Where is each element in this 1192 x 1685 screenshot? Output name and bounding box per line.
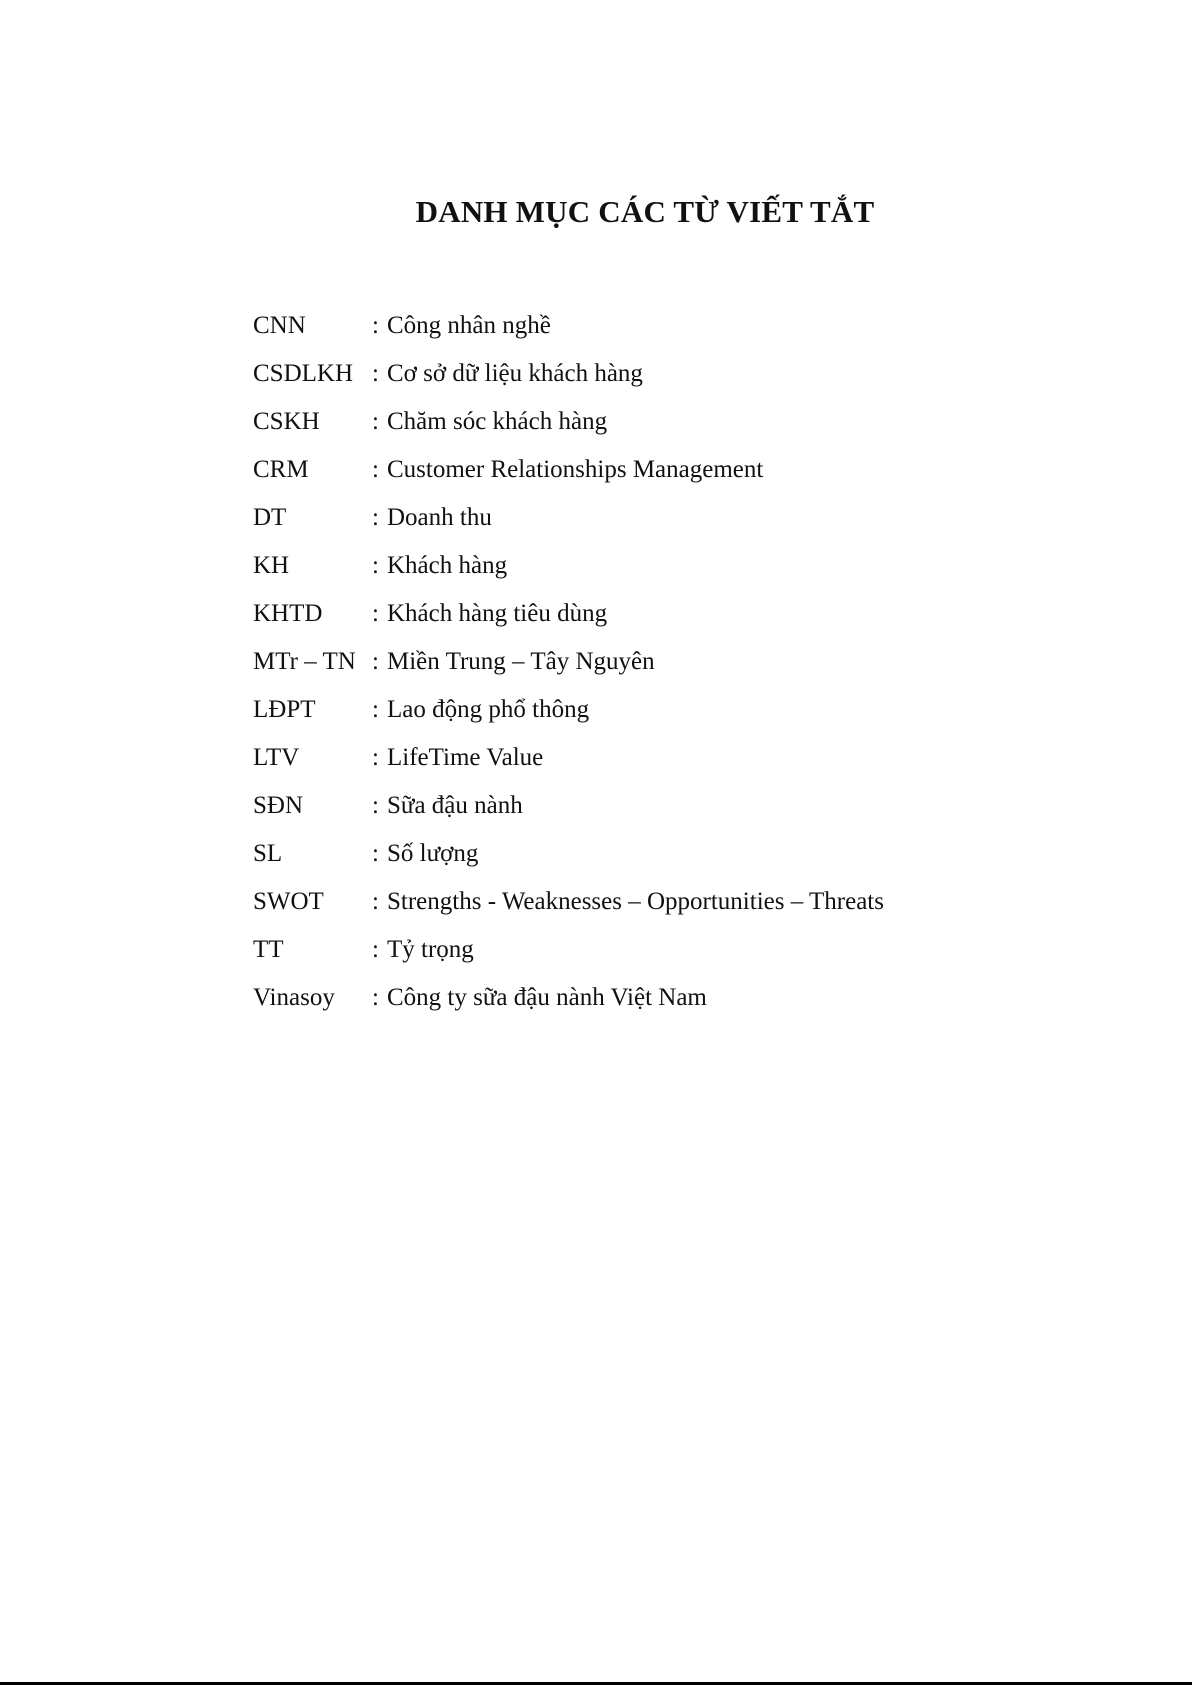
abbreviation-term: KH: [253, 552, 290, 579]
abbreviation-row: [253, 302, 884, 350]
abbreviation-term: SL: [253, 840, 283, 867]
abbreviation-meaning: Chăm sóc khách hàng: [387, 408, 608, 435]
abbreviation-meaning: Miền Trung – Tây Nguyên: [387, 648, 655, 675]
abbreviation-meaning: Công nhân nghề: [387, 312, 551, 339]
abbreviation-separator: :: [372, 552, 379, 579]
abbreviation-term: LĐPT: [253, 696, 316, 723]
abbreviation-meaning: Strengths - Weaknesses – Opportunities – Threats: [387, 888, 884, 915]
abbreviation-term: LTV: [253, 744, 300, 771]
page-title: DANH MỤC CÁC TỪ VIẾT TẮT: [415, 194, 875, 229]
abbreviation-row: [253, 350, 884, 398]
abbreviation-separator: :: [372, 744, 379, 771]
abbreviation-meaning: Sữa đậu nành: [387, 792, 523, 819]
abbreviation-row: [253, 686, 884, 734]
abbreviation-meaning: Khách hàng: [387, 552, 508, 579]
abbreviation-term: SWOT: [253, 888, 324, 915]
abbreviation-meaning: Số lượng: [387, 840, 479, 867]
abbreviation-row: [253, 974, 884, 1022]
abbreviation-meaning: Công ty sữa đậu nành Việt Nam: [387, 984, 707, 1011]
abbreviation-row: [253, 782, 884, 830]
abbreviation-meaning: Cơ sở dữ liệu khách hàng: [387, 360, 643, 387]
abbreviation-row: [253, 638, 884, 686]
abbreviation-separator: :: [372, 600, 379, 627]
abbreviation-separator: :: [372, 312, 379, 339]
abbreviation-meaning: Tỷ trọng: [387, 936, 474, 963]
abbreviation-term: SĐN: [253, 792, 304, 819]
abbreviation-row: [253, 446, 884, 494]
abbreviation-term: CSKH: [253, 408, 320, 435]
abbreviation-term: KHTD: [253, 600, 323, 627]
abbreviation-term: CRM: [253, 456, 309, 483]
abbreviation-separator: :: [372, 456, 379, 483]
abbreviation-row: [253, 542, 884, 590]
abbreviation-separator: :: [372, 936, 379, 963]
abbreviation-list: [253, 302, 884, 1022]
abbreviation-separator: :: [372, 792, 379, 819]
abbreviation-term: Vinasoy: [253, 984, 335, 1011]
abbreviation-row: [253, 926, 884, 974]
abbreviation-separator: :: [372, 888, 379, 915]
abbreviation-separator: :: [372, 504, 379, 531]
abbreviation-row: [253, 734, 884, 782]
abbreviation-row: [253, 830, 884, 878]
abbreviation-meaning: Lao động phổ thông: [387, 696, 590, 723]
abbreviation-meaning: Doanh thu: [387, 504, 492, 531]
abbreviation-term: CSDLKH: [253, 360, 354, 387]
abbreviation-term: MTr – TN: [253, 648, 356, 675]
abbreviation-row: [253, 494, 884, 542]
abbreviation-meaning: LifeTime Value: [387, 744, 544, 771]
abbreviation-separator: :: [372, 408, 379, 435]
abbreviation-separator: :: [372, 840, 379, 867]
abbreviation-meaning: Khách hàng tiêu dùng: [387, 600, 608, 627]
abbreviation-term: DT: [253, 504, 287, 531]
abbreviation-meaning: Customer Relationships Management: [387, 456, 764, 483]
abbreviation-separator: :: [372, 696, 379, 723]
abbreviation-row: [253, 590, 884, 638]
abbreviation-separator: :: [372, 648, 379, 675]
abbreviation-row: [253, 878, 884, 926]
abbreviation-separator: :: [372, 984, 379, 1011]
abbreviation-row: [253, 398, 884, 446]
abbreviation-term: TT: [253, 936, 284, 963]
abbreviation-separator: :: [372, 360, 379, 387]
abbreviation-term: CNN: [253, 312, 306, 339]
